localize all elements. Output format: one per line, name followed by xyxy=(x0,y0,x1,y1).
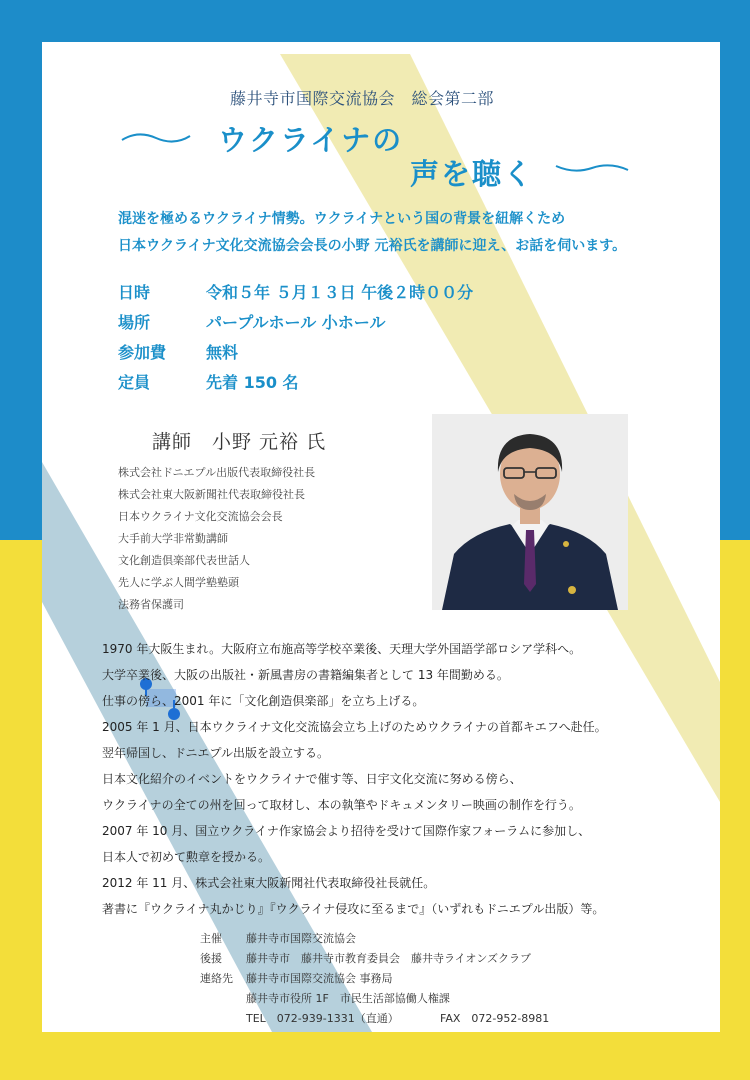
title-line-1: ウクライナの xyxy=(218,123,404,157)
info-value-fee: 無料 xyxy=(206,343,239,362)
credit-support-label: 後援 xyxy=(200,952,222,965)
info-value-datetime: 令和５年 ５月１３日 午後２時００分 xyxy=(206,283,474,302)
credit-contact-line: 藤井寺市国際交流協会 事務局 xyxy=(246,972,393,985)
bio-line: 2005 年 1 月、日本ウクライナ文化交流協会立ち上げのためウクライナの首都キエフへ赴任。 xyxy=(102,720,607,734)
flyer-content-area xyxy=(42,42,720,1032)
speaker-title: 日本ウクライナ文化交流協会会長 xyxy=(118,510,283,523)
organizer-subtitle: 藤井寺市国際交流協会 総会第二部 xyxy=(230,89,495,108)
speaker-portrait-photo xyxy=(432,414,628,610)
bio-line: 2012 年 11 月、株式会社東大阪新聞社代表取締役社長就任。 xyxy=(102,876,436,890)
credit-tel: TEL 072-939-1331（直通） xyxy=(246,1012,399,1025)
intro-line-2: 日本ウクライナ文化交流協会会長の小野 元裕氏を講師に迎え、お話を伺います。 xyxy=(118,238,627,254)
info-label-fee: 参加費 xyxy=(118,343,167,362)
credit-host-value: 藤井寺市国際交流協会 xyxy=(246,932,356,945)
wave-decoration-left-icon xyxy=(120,130,192,146)
credit-host-label: 主催 xyxy=(200,932,222,945)
bio-line: 仕事の傍ら、2001 年に「文化創造倶楽部」を立ち上げる。 xyxy=(102,694,425,708)
wave-decoration-right-icon xyxy=(554,160,630,176)
bio-line: ウクライナの全ての州を回って取材し、本の執筆やドキュメンタリー映画の制作を行う。 xyxy=(102,798,581,812)
bio-line: 日本文化紹介のイベントをウクライナで催す等、日宇文化交流に努める傍ら、 xyxy=(102,772,522,786)
credit-contact-label: 連絡先 xyxy=(200,972,233,985)
credit-support-value: 藤井寺市 藤井寺市教育委員会 藤井寺ライオンズクラブ xyxy=(246,952,532,965)
bio-line: 2007 年 10 月、国立ウクライナ作家協会より招待を受けて国際作家フォーラムに参加し、 xyxy=(102,824,591,838)
title-line-2: 声を聴く xyxy=(410,157,535,191)
speaker-title: 先人に学ぶ人間学塾塾頭 xyxy=(118,576,239,589)
speaker-title: 文化創造倶楽部代表世話人 xyxy=(118,554,250,567)
speaker-heading: 講師 小野 元裕 氏 xyxy=(152,431,327,453)
info-value-venue: パープルホール 小ホール xyxy=(206,313,386,332)
bio-line: 著書に『ウクライナ丸かじり』『ウクライナ侵攻に至るまで』（いずれもドニエプル出版）等。 xyxy=(102,902,605,916)
bio-line: 日本人で初めて勲章を授かる。 xyxy=(102,850,271,864)
bio-line: 大学卒業後、大阪の出版社・新風書房の書籍編集者として 13 年間勤める。 xyxy=(102,668,509,682)
credit-fax: FAX 072-952-8981 xyxy=(440,1012,550,1025)
bio-line: 1970 年大阪生まれ。大阪府立布施高等学校卒業後、天理大学外国語学部ロシア学科へ。 xyxy=(102,642,582,656)
credit-contact-line: 藤井寺市役所 1F 市民生活部協働人権課 xyxy=(246,992,450,1005)
speaker-title: 法務省保護司 xyxy=(118,598,184,611)
info-label-venue: 場所 xyxy=(118,313,151,332)
speaker-title: 株式会社東大阪新聞社代表取締役社長 xyxy=(118,488,305,501)
intro-line-1: 混迷を極めるウクライナ情勢。ウクライナという国の背景を紐解くため xyxy=(118,211,566,227)
bio-line: 翌年帰国し、ドニエプル出版を設立する。 xyxy=(102,746,330,760)
info-value-capacity: 先着 150 名 xyxy=(206,373,299,392)
info-label-datetime: 日時 xyxy=(118,283,151,302)
info-label-capacity: 定員 xyxy=(118,373,151,392)
speaker-title: 株式会社ドニエプル出版代表取締役社長 xyxy=(118,466,316,479)
speaker-title: 大手前大学非常勤講師 xyxy=(118,532,228,545)
